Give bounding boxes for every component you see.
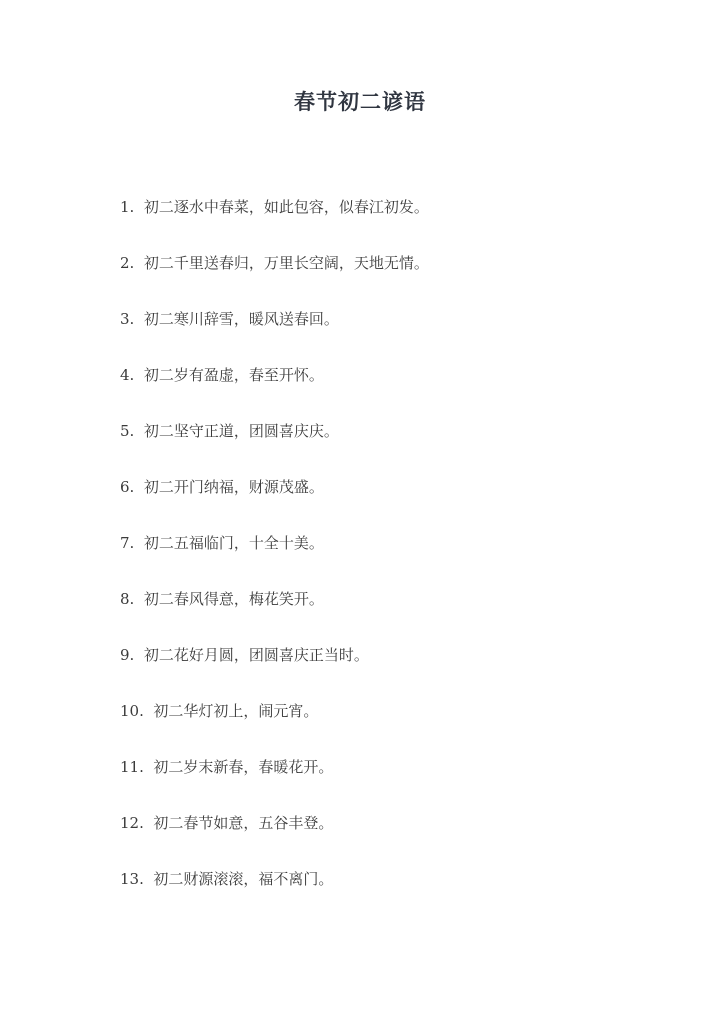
list-item [120, 532, 680, 588]
list-item [120, 252, 680, 308]
list-item [120, 476, 680, 532]
list-item [120, 756, 680, 812]
item-text: 初二花好月圆，团圆喜庆正当时。 [143, 646, 369, 664]
item-number: 1. [120, 198, 144, 216]
item-number: 13. [120, 870, 154, 888]
list-item [120, 700, 680, 756]
item-text: 初二岁末新春，春暖花开。 [153, 758, 334, 776]
item-number: 2. [120, 254, 144, 272]
item-text: 初二寒川辞雪，暖风送春回。 [143, 310, 339, 328]
item-number: 9. [120, 646, 144, 664]
item-text: 初二五福临门，十全十美。 [143, 534, 324, 552]
item-number: 8. [120, 590, 144, 608]
item-number: 10. [120, 702, 154, 720]
list-item [120, 868, 680, 924]
item-number: 4. [120, 366, 144, 384]
item-number: 12. [120, 814, 154, 832]
item-text: 初二春节如意，五谷丰登。 [153, 814, 334, 832]
item-number: 6. [120, 478, 144, 496]
list-item [120, 196, 680, 252]
proverb-list [120, 196, 680, 924]
list-item [120, 308, 680, 364]
item-text: 初二逐水中春菜，如此包容，似春江初发。 [143, 198, 429, 216]
item-text: 初二岁有盈虚，春至开怀。 [143, 366, 324, 384]
list-item [120, 420, 680, 476]
item-text: 初二华灯初上，闹元宵。 [153, 702, 319, 720]
item-number: 7. [120, 534, 144, 552]
item-number: 5. [120, 422, 144, 440]
document-title: 春节初二谚语 [294, 89, 426, 114]
item-text: 初二财源滚滚，福不离门。 [153, 870, 334, 888]
item-number: 11. [120, 758, 154, 776]
item-text: 初二千里送春归，万里长空阔，天地无情。 [143, 254, 429, 272]
list-item [120, 644, 680, 700]
item-text: 初二开门纳福，财源茂盛。 [143, 478, 324, 496]
item-text: 初二春风得意，梅花笑开。 [143, 590, 324, 608]
list-item [120, 588, 680, 644]
list-item [120, 364, 680, 420]
list-item [120, 812, 680, 868]
item-text: 初二坚守正道，团圆喜庆庆。 [143, 422, 339, 440]
item-number: 3. [120, 310, 144, 328]
